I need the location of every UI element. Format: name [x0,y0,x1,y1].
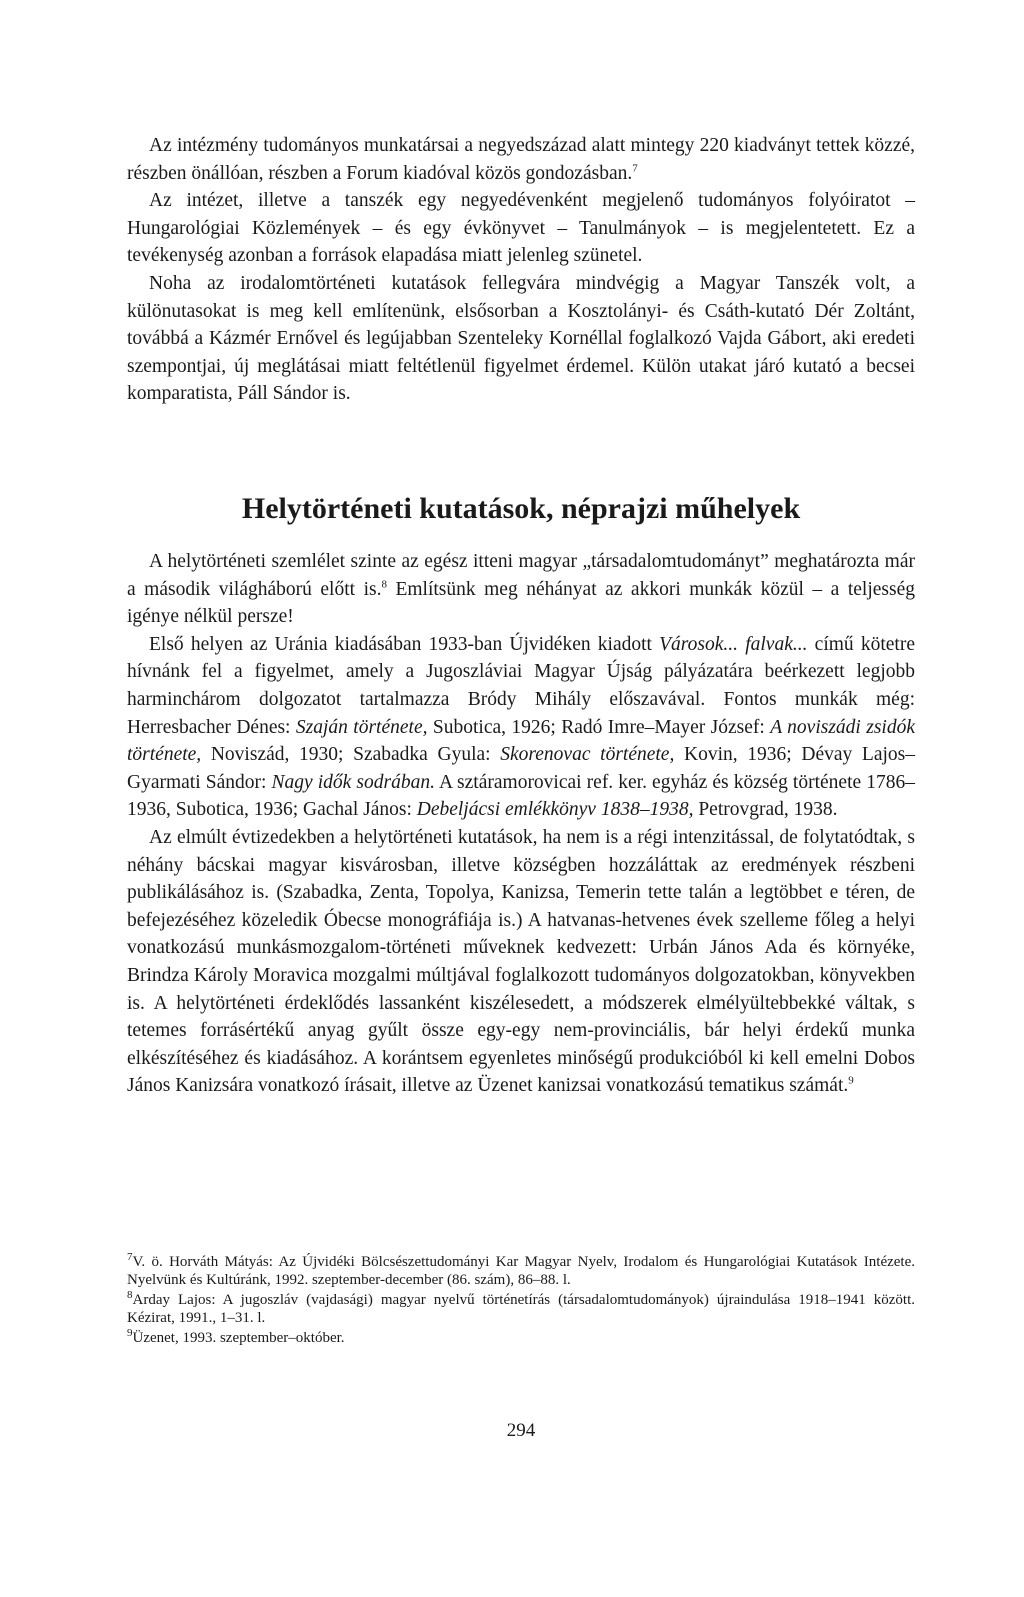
paragraph: Noha az irodalomtörténeti kutatások fellegvára mindvégig a Magyar Tanszék volt, a különutasokat is meg kell említenünk, elsősorban a Kosztolányi- és Csáth-kutató Dér Zoltánt, továbbá a Kázmér Ernővel és legújabban Szenteleky Kornéllal foglalkozó Vajda Gábort, aki eredeti szempontjai, új meglátásai miatt feltétlenül figyelmet érdemel. Külön utakat járó kutató a becsei komparatista, Páll Sándor is. [127,272,915,405]
paragraph: A helytörténeti szemlélet szinte az egész itteni magyar „társadalomtudományt” meghatározta már a második világháború előtt is.$^8$ Említsünk meg néhányat az akkori munkák közül – a teljesség igénye nélkül persze! [127,551,915,628]
section-local-history [127,548,915,1100]
book-title: A noviszádi zsidók története, [127,716,915,766]
footnote-ref: 7 [632,162,638,175]
page-number: 294 [506,1420,536,1441]
paragraph: Az intézmény tudományos munkatársai a negyedszázad alatt mintegy 220 kiadványt tettek közzé, részben önállóan, részben a Forum kiadóval közös gondozásban.$^7$ [127,135,915,184]
paragraph: Az intézet, illetve a tanszék egy negyedévenként megjelenő tudományos folyóiratot – Hungarológiai Közlemények – és egy évkönyvet – Tanulmányok – is megjelentetett. Ez a tevékenység azonban a források elapadása miatt jelenleg szünetel. [127,190,915,267]
book-title: Nagy idők sodrában. [271,771,435,793]
section-intro [127,132,915,408]
book-title: Városok... falvak... [659,633,808,655]
book-title: Skorenovac története, [500,744,675,766]
book-title: Szaján története, [295,716,428,738]
footnote-ref: 9 [848,1074,854,1087]
footnote: $^7$V. ö. Horváth Mátyás: Az Újvidéki Bölcsészettudományi Kar Magyar Nyelv, Irodalom és Hungarológiai Kutatások Intézete. Nyelvünk és Kultúránk, 1992. szeptember-december (86. szám), 86–88. l. [127,1251,915,1288]
footnotes [127,1253,915,1349]
footnote: $^8$Arday Lajos: A jugoszláv (vajdasági) magyar nyelvű történetírás (társadalomtudományok) újraindulása 1918–1941 között. Kézirat, 1991., 1–31. l. [127,1289,915,1326]
section-heading: Helytörténeti kutatások, néprajzi műhelyek [241,492,801,525]
paragraph: Első helyen az Uránia kiadásában 1933-ban Újvidéken kiadott Városok... falvak... című kötetre hívnánk fel a figyelmet, amely a Jugoszláviai Magyar Újság pályázatára beérkezett legjobb harminchárom dolgozatot tartalmazza Bródy Mihály előszavával. Fontos munkák még: Herresbacher Dénes: Szaján története, Subotica, 1926; Radó Imre–Mayer József: A noviszádi zsidók története, Noviszád, 1930; Szabadka Gyula: Skorenovac története, Kovin, 1936; Dévay Lajos–Gyarmati Sándor: Nagy idők sodrában. A sztáramorovicai ref. ker. egyház és község története 1786–1936, Subotica, 1936; Gachal János: Debeljácsi emlékkönyv 1838–1938, Petrovgrad, 1938. [127,633,916,821]
book-title: Debeljácsi emlékkönyv 1838–1938, [416,799,694,821]
footnote-ref: 8 [381,578,387,591]
footnote: $^9$Üzenet, 1993. szeptember–október. [127,1327,345,1346]
paragraph: Az elmúlt évtizedekben a helytörténeti kutatások, ha nem is a régi intenzitással, de folytatódtak, s néhány bácskai magyar kisvárosban, illetve községben hozzáláttak az eredmények részbeni publikálásához is. (Szabadka, Zenta, Topolya, Kanizsa, Temerin tette talán a legtöbbet e téren, de befejezéséhez közeledik Óbecse monográfiája is.) A hatvanas-hetvenes évek szelleme főleg a helyi vonatkozású munkásmozgalom-történeti műveknek kedvezett: Urbán János Ada és környéke, Brindza Károly Moravica mozgalmi múltjával foglalkozott tudományos dolgozatokban, könyvekben is. A helytörténeti érdeklődés lassanként kiszélesedett, a módszerek elmélyültebbekké váltak, s tetemes forrásértékű anyag gyűlt össze egy-egy nem-provinciális, bár helyi érdekű munka elkészítéséhez és kiadásához. A korántsem egyenletes minőségű produkcióból ki kell emelni Dobos János Kanizsára vonatkozó írásait, illetve az Üzenet kanizsai vonatkozású tematikus számát.$^9$ [127,826,915,1097]
